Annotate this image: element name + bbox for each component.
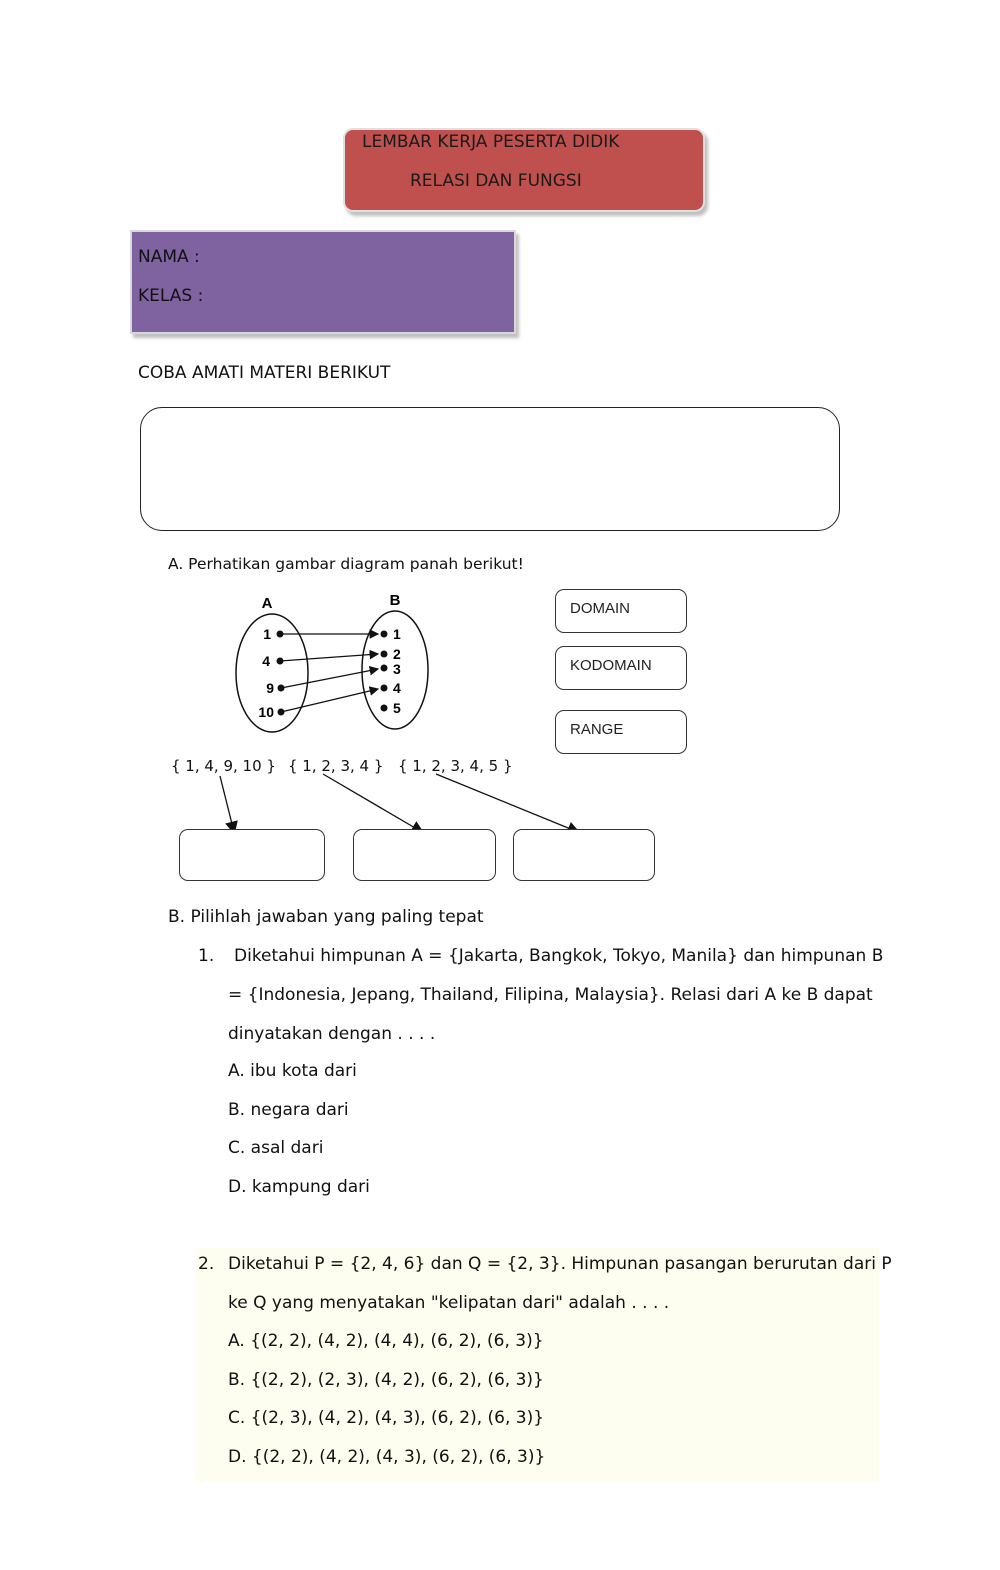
set-a-label: A [261, 595, 273, 612]
question-text-line: Diketahui P = {2, 4, 6} dan Q = {2, 3}. Himpunan pasangan berurutan dari P [228, 1254, 892, 1274]
answer-option[interactable]: C. asal dari [228, 1138, 324, 1158]
question-number: 2. [198, 1254, 215, 1274]
section-a-heading: A. Perhatikan gambar diagram panah berikut! [168, 555, 524, 573]
answer-option[interactable]: C. {(2, 3), (4, 2), (4, 3), (6, 2), (6, 3)} [228, 1408, 545, 1428]
question-text-line: dinyatakan dengan . . . . [228, 1024, 436, 1044]
answer-option[interactable]: D. kampung dari [228, 1177, 370, 1197]
set-b-label: B [389, 592, 401, 609]
set-a-item: 10 [258, 704, 274, 720]
range-term-box[interactable]: RANGE [555, 710, 687, 754]
answer-option[interactable]: B. negara dari [228, 1100, 349, 1120]
class-label: KELAS : [138, 286, 204, 306]
worksheet-title: LEMBAR KERJA PESERTA DIDIK [362, 132, 620, 152]
set-b-item: 5 [393, 700, 401, 716]
question-text-line: Diketahui himpunan A = {Jakarta, Bangkok, Tokyo, Manila} dan himpunan B [234, 946, 884, 966]
set-a-item: 4 [262, 653, 270, 669]
set-b-item: 3 [393, 661, 401, 677]
answer-option[interactable]: D. {(2, 2), (4, 2), (4, 3), (6, 2), (6, 3)} [228, 1447, 546, 1467]
question-text-line: = {Indonesia, Jepang, Thailand, Filipina, Malaysia}. Relasi dari A ke B dapat [228, 985, 873, 1005]
answer-option[interactable]: B. {(2, 2), (2, 3), (4, 2), (6, 2), (6, 3)} [228, 1370, 544, 1390]
intro-text: COBA AMATI MATERI BERIKUT [138, 363, 391, 383]
codomain-term-box[interactable]: KODOMAIN [555, 646, 687, 690]
name-label: NAMA : [138, 247, 200, 267]
set-a-item: 1 [263, 626, 271, 642]
section-b-heading: B. Pilihlah jawaban yang paling tepat [168, 907, 484, 927]
set-option-range[interactable]: { 1, 2, 3, 4 } [288, 757, 384, 775]
question-number: 1. [198, 946, 215, 966]
connector-arrow [436, 774, 578, 832]
worksheet-subtitle: RELASI DAN FUNGSI [410, 171, 582, 191]
answer-drop-box[interactable] [179, 829, 325, 881]
set-b-item: 1 [393, 626, 401, 642]
answer-option[interactable]: A. ibu kota dari [228, 1061, 357, 1081]
set-option-domain[interactable]: { 1, 4, 9, 10 } [171, 757, 276, 775]
set-option-codomain[interactable]: { 1, 2, 3, 4, 5 } [398, 757, 513, 775]
question-text-line: ke Q yang menyatakan "kelipatan dari" adalah . . . . [228, 1293, 670, 1313]
domain-term-box[interactable]: DOMAIN [555, 589, 687, 633]
connector-arrow [220, 776, 234, 832]
set-a-item: 9 [266, 680, 274, 696]
answer-option[interactable]: A. {(2, 2), (4, 2), (4, 4), (6, 2), (6, 3)} [228, 1331, 544, 1351]
answer-drop-box[interactable] [353, 829, 496, 881]
set-b-item: 2 [393, 646, 401, 662]
set-b-item: 4 [393, 680, 401, 696]
answer-drop-box[interactable] [513, 829, 655, 881]
connector-arrow [323, 774, 422, 832]
